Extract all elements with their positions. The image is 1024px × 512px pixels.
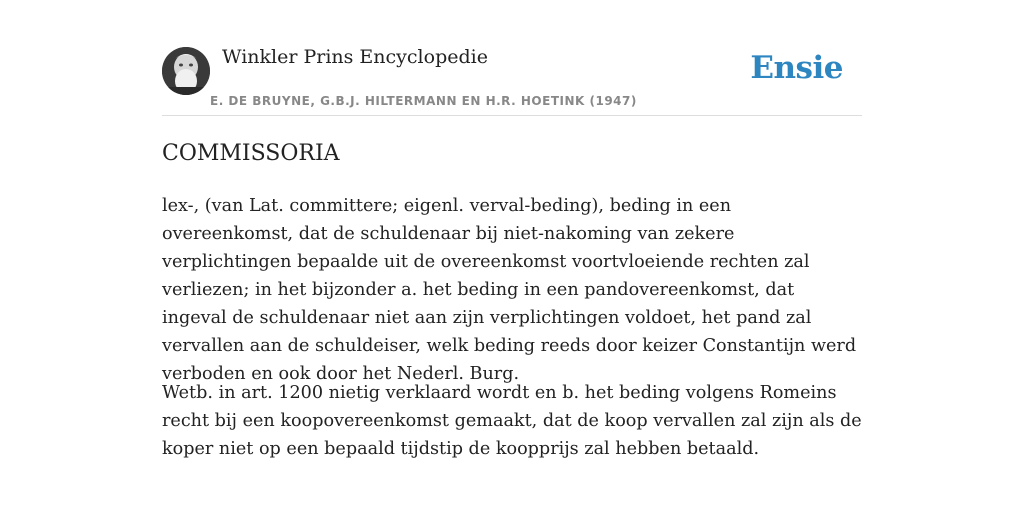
authors-line: E. DE BRUYNE, G.B.J. HILTERMANN EN H.R. HOETINK (1947)	[210, 94, 637, 108]
site-title[interactable]: Winkler Prins Encyclopedie	[222, 46, 488, 68]
brand-logo[interactable]: Ensie	[750, 50, 843, 86]
entry-paragraph-1: lex-, (van Lat. committere; eigenl. verval-beding), beding in een overeenkomst, dat de schuldenaar bij niet-nakoming van zekere verplichtingen bepaalde uit de overeenkomst voortvloeiende rechten zal verliezen; in het bijzonder a. het beding in een pandovereenkomst, dat ingeval de schuldenaar niet aan zijn verplichtingen voldoet, het pand zal vervallen aan de schuldeiser, welk beding reeds door keizer Constantijn werd verboden en ook door het Nederl. Burg.	[162, 196, 857, 384]
header-divider	[162, 115, 862, 116]
page-container	[162, 0, 862, 512]
author-avatar[interactable]	[162, 47, 210, 95]
portrait-photo-icon	[162, 47, 210, 95]
entry-title: COMMISSORIA	[162, 141, 340, 166]
entry-paragraph-2: Wetb. in art. 1200 nietig verklaard wordt en b. het beding volgens Romeins recht bij een koopovereenkomst gemaakt, dat de koop vervallen zal zijn als de koper niet op een bepaald tijdstip de koopprijs zal hebben betaald.	[162, 383, 862, 459]
